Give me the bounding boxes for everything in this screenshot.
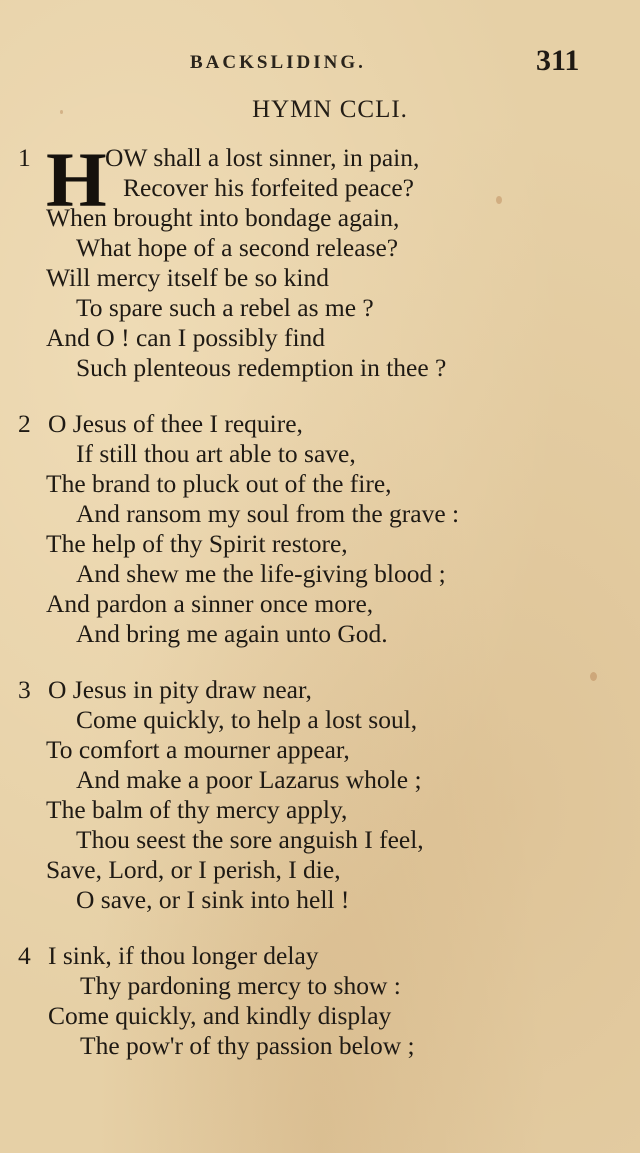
verse-line: O save, or I sink into hell !	[76, 885, 350, 914]
hymn-title: HYMN CCLI.	[252, 96, 408, 123]
verse-line: Such plenteous redemption in thee ?	[76, 353, 447, 382]
stanza-number: 1	[18, 143, 31, 172]
verse-line: When brought into bondage again,	[46, 203, 400, 232]
stanza-number: 2	[18, 409, 31, 438]
verse-line: And shew me the life-giving blood ;	[76, 559, 446, 588]
verse-line: Save, Lord, or I perish, I die,	[46, 855, 341, 884]
page-number: 311	[536, 44, 580, 77]
running-head: BACKSLIDING.	[190, 52, 366, 73]
verse-line: And O ! can I possibly find	[46, 323, 326, 352]
verse-line: To spare such a rebel as me ?	[76, 293, 374, 322]
verse-line: If still thou art able to save,	[76, 439, 356, 468]
verse-line: Come quickly, and kindly display	[48, 1001, 392, 1030]
verse-line: Thy pardoning mercy to show :	[80, 971, 401, 1000]
verse-line: And bring me again unto God.	[76, 619, 388, 648]
verse-line: The help of thy Spirit restore,	[46, 529, 348, 558]
stanza-number: 3	[18, 675, 31, 704]
verse-line: And ransom my soul from the grave :	[76, 499, 460, 528]
verse-line: The brand to pluck out of the fire,	[46, 469, 392, 498]
paper-stain	[590, 672, 597, 681]
stanza-number: 4	[18, 941, 31, 970]
verse-line: And make a poor Lazarus whole ;	[76, 765, 422, 794]
verse-line: I sink, if thou longer delay	[48, 941, 319, 970]
verse-line: The pow'r of thy passion below ;	[80, 1031, 415, 1060]
verse-line: What hope of a second release?	[76, 233, 399, 262]
verse-line: O Jesus of thee I require,	[48, 409, 303, 438]
verse-line: To comfort a mourner appear,	[46, 735, 350, 764]
verse-line: And pardon a sinner once more,	[46, 589, 374, 618]
verse-line: Thou seest the sore anguish I feel,	[76, 825, 424, 854]
paper-stain	[496, 196, 502, 204]
verse-line: O Jesus in pity draw near,	[48, 675, 312, 704]
drop-cap: H	[46, 136, 105, 223]
verse-line: Come quickly, to help a lost soul,	[76, 705, 418, 734]
verse-line: The balm of thy mercy apply,	[46, 795, 348, 824]
verse-line: OW shall a lost sinner, in pain,	[105, 143, 420, 172]
verse-line: Recover his forfeited peace?	[123, 173, 414, 202]
verse-line: Will mercy itself be so kind	[46, 263, 329, 292]
